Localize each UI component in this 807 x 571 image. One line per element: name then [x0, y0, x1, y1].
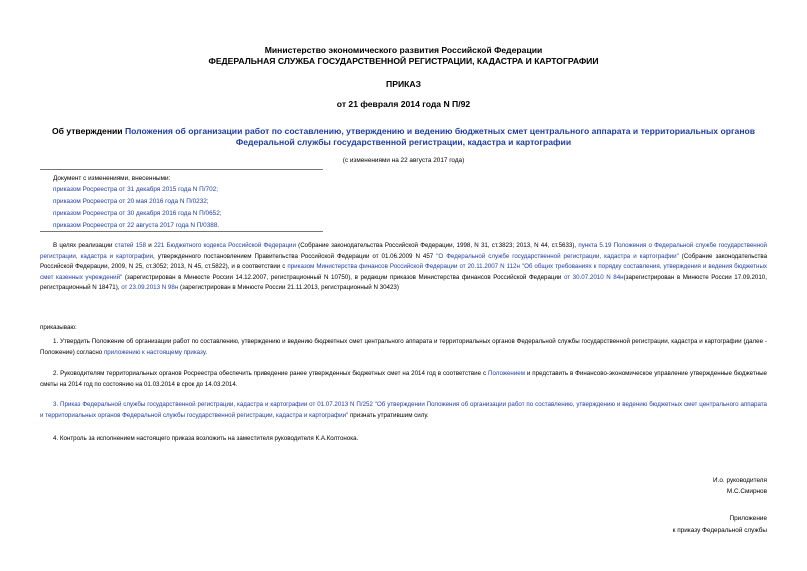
- item-2-end: и представить в Финансово-экономическое управление утвержденные бюджетные сметы на 2014 год по состоянию на 01.03.2014 в срок до 14.03.2014.: [40, 370, 768, 388]
- document-title: [40, 126, 767, 148]
- preamble-text: (зарегистрирован в Минюсте России 14.12.2007, регистрационный N 10750), в редакции приказов Министерства финансов Российской Федерации: [122, 273, 564, 281]
- change-link-3[interactable]: приказом Росреестра от 30 декабря 2016 года N П/0652;: [53, 210, 222, 217]
- document-date: от 21 февраля 2014 года N П/92: [336, 99, 471, 109]
- article-158-link[interactable]: статей 158: [114, 242, 147, 249]
- preamble-text: (зарегистрирован в Минюсте России 21.11.2013, регистрационный N 30423): [178, 284, 399, 291]
- order-item-2: [40, 369, 767, 390]
- item-3-end: признать утратившим силу.: [348, 411, 429, 419]
- preamble-text: (Собрание законодательства Российской Федерации, 1998, N 31, ст.3823; 2013, N 44, ст.5633),: [295, 242, 579, 249]
- order-word: приказываю:: [40, 324, 77, 331]
- order-98n-link[interactable]: от 23.09.2013 N 98н: [121, 284, 179, 291]
- item-1-text: 1. Утвердить Положение об организации работ по составлению, утверждению и ведению бюджетных смет центрального аппарата и территориальных органов Федеральной службы государственной регистрации, кадастра и картографии (далее - Положение) согласно: [40, 338, 767, 356]
- preamble-text: (зарегистрирован в Минюсте России 17.09.2010, регистрационный N 18471),: [40, 273, 767, 291]
- item-1-end: .: [205, 348, 208, 356]
- document-type: ПРИКАЗ: [386, 79, 421, 89]
- regulation-point-link[interactable]: пункта 5.19 Положения о Федеральной службе государственной регистрации, кадастра и картографии: [40, 242, 768, 260]
- title-link[interactable]: Положения об организации работ по составлению, утверждению и ведению бюджетных смет центрального аппарата и территориальных органов Федеральной службы государственной регистрации, кадастра и картографии: [124, 126, 756, 147]
- ministry-name: Министерство экономического развития Российской Федерации: [264, 45, 543, 55]
- appendix-reference: к приказу Федеральной службы: [672, 527, 767, 534]
- appendix-label: Приложение: [729, 515, 767, 522]
- preamble-text: и: [146, 242, 154, 249]
- changes-heading: Документ с изменениями, внесенными:: [53, 175, 171, 182]
- change-link-2[interactable]: приказом Росреестра от 20 мая 2016 года N П/0232;: [53, 198, 209, 205]
- signatory-position: И.о. руководителя: [713, 477, 767, 484]
- resolution-link[interactable]: "О Федеральной службе государственной регистрации, кадастра и картографии": [436, 252, 679, 260]
- item-2-text: 2. Руководителям территориальных органов Росреестра обеспечить приведение ранее утвержденных бюджетных смет на 2014 год в соответствие с: [53, 370, 489, 377]
- amended-note: (с изменениями на 22 августа 2017 года): [342, 157, 465, 164]
- preamble-text: , утвержденного постановлением Правительства Российской Федерации от 01.06.2009 N 457: [153, 252, 437, 260]
- repealed-order-link[interactable]: 3. Приказ Федеральной службы государственной регистрации, кадастра и картографии от 01.07.2013 N П/252 "Об утверждении Положения об организации работ по составлению, утверждению и ведению бюджетных смет центрального аппарата и территориальных органов Федеральной службы государственной регистрации, кадастра и картографии": [40, 401, 767, 419]
- preamble-text: В целях реализации: [53, 242, 115, 249]
- changes-bottom-divider: [40, 231, 323, 232]
- changes-box: [53, 174, 323, 232]
- appendix-link[interactable]: приложению к настоящему приказу: [103, 348, 206, 356]
- regulation-link[interactable]: Положением: [488, 370, 525, 377]
- change-link-1[interactable]: приказом Росреестра от 31 декабря 2015 года N П/702;: [53, 186, 218, 193]
- order-84n-link[interactable]: от 30.07.2010 N 84н: [563, 273, 624, 281]
- order-item-3: [40, 400, 767, 421]
- order-item-1: [40, 337, 767, 358]
- title-prefix: Об утверждении: [51, 126, 125, 136]
- changes-top-divider: [40, 169, 323, 170]
- preamble-paragraph: [40, 241, 767, 294]
- change-link-4[interactable]: приказом Росреестра от 22 августа 2017 года N П/0388.: [53, 222, 220, 229]
- service-name: ФЕДЕРАЛЬНАЯ СЛУЖБА ГОСУДАРСТВЕННОЙ РЕГИСТРАЦИИ, КАДАСТРА И КАРТОГРАФИИ: [208, 56, 599, 66]
- budget-code-link[interactable]: 221 Бюджетного кодекса Российской Федерации: [153, 242, 296, 249]
- preamble-text: (Собрание законодательства Российской Федерации, 2009, N 25, ст.3052; 2013, N 45, ст.5822), и в соответствии с: [40, 252, 768, 270]
- signatory-name: М.С.Смирнов: [726, 488, 767, 495]
- minfin-order-link[interactable]: приказом Министерства финансов Российской Федерации от 20.11.2007 N 112н "Об общих требованиях к порядку составления, утверждения и ведения бюджетных смет казенных учреждений": [40, 263, 767, 281]
- order-item-4: 4. Контроль за исполнением настоящего приказа возложить на заместителя руководителя К.А.Колтонока.: [53, 435, 359, 442]
